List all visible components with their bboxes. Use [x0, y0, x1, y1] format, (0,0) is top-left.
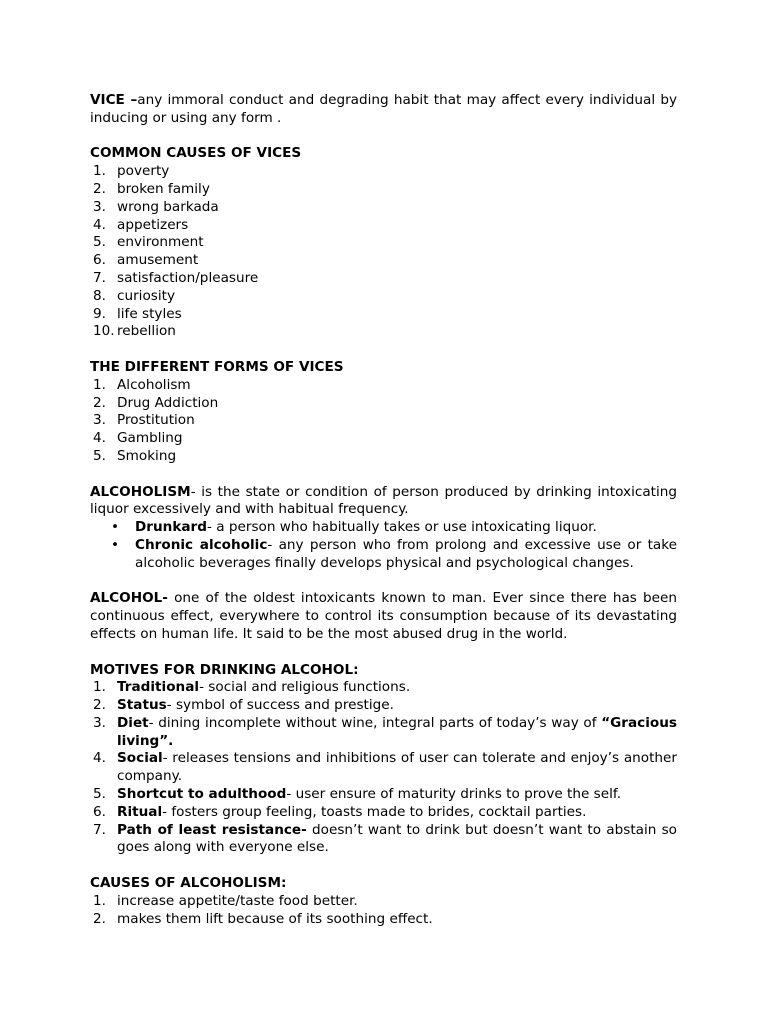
list-item: 8. curiosity	[93, 287, 176, 304]
forms-list	[90, 377, 677, 466]
list-item: 3. wrong barkada	[93, 198, 219, 215]
list-item: 1. increase appetite/taste food better.	[93, 892, 358, 909]
list-item: 10. rebellion	[93, 323, 176, 340]
document-body	[90, 92, 677, 928]
motives-heading: MOTIVES FOR DRINKING ALCOHOL:	[90, 661, 359, 678]
vice-definition	[90, 92, 677, 128]
vice-term: VICE –	[90, 92, 138, 108]
list-item: 1. poverty	[93, 163, 170, 180]
list-item: 7. satisfaction/pleasure	[93, 269, 259, 286]
motives-list	[90, 679, 677, 857]
causes-list	[90, 163, 677, 341]
list-item: 3. Prostitution	[93, 412, 195, 429]
causes-alcoholism-heading: CAUSES OF ALCOHOLISM:	[90, 875, 287, 892]
list-item: 5. Shortcut to adulthood- user ensure of maturity drinks to prove the self.	[93, 786, 622, 803]
list-item: 7. Path of least resistance- doesn’t want to drink but doesn’t want to abstain so goes along with everyone else.	[93, 821, 677, 856]
list-item: 4. Gambling	[93, 430, 183, 447]
list-item: 1. Alcoholism	[93, 376, 191, 393]
list-item: 2. broken family	[93, 180, 210, 197]
alcohol-definition: ALCOHOL- one of the oldest intoxicants known to man. Ever since there has been continuous effect, everywhere to control its consumption because of its devastating effects on human life. It said to be the most abused drug in the world.	[90, 590, 677, 642]
causes-alcoholism-list	[90, 893, 677, 929]
list-item: 2. Status- symbol of success and prestige.	[93, 697, 394, 714]
list-item: 6. amusement	[93, 252, 199, 269]
list-item: 1. Traditional- social and religious functions.	[93, 679, 411, 696]
list-item: 2. makes them lift because of its soothing effect.	[93, 910, 433, 927]
list-item: 4. Social- releases tensions and inhibitions of user can tolerate and enjoy’s another company.	[93, 750, 677, 785]
alcoholism-bullets	[90, 519, 677, 572]
list-item: 5. Smoking	[93, 447, 177, 464]
forms-heading: THE DIFFERENT FORMS OF VICES	[90, 358, 344, 375]
alcoholism-definition: ALCOHOLISM- is the state or condition of person produced by drinking intoxicating liquor excessively and with habitual frequency.	[90, 483, 677, 518]
vice-text: any immoral conduct and degrading habit that may affect every individual by inducing or using any form .	[90, 92, 677, 126]
list-item: • Chronic alcoholic- any person who from prolong and excessive use or take alcoholic beverages finally develops physical and psychological changes.	[111, 536, 677, 571]
list-item: 3. Diet- dining incomplete without wine, integral parts of today’s way of “Gracious living”.	[93, 714, 677, 749]
bullet-icon: •	[111, 536, 120, 553]
alcoholism-term: ALCOHOLISM	[90, 483, 191, 500]
alcohol-term: ALCOHOL-	[90, 590, 168, 607]
list-item: 4. appetizers	[93, 216, 189, 233]
list-item: 6. Ritual- fosters group feeling, toasts made to brides, cocktail parties.	[93, 803, 587, 820]
list-item: 2. Drug Addiction	[93, 394, 219, 411]
bullet-icon: •	[111, 519, 120, 536]
list-item: 5. environment	[93, 234, 204, 251]
list-item: 9. life styles	[93, 305, 182, 322]
causes-heading: COMMON CAUSES OF VICES	[90, 145, 302, 162]
list-item: • Drunkard- a person who habitually takes or use intoxicating liquor.	[111, 519, 597, 536]
